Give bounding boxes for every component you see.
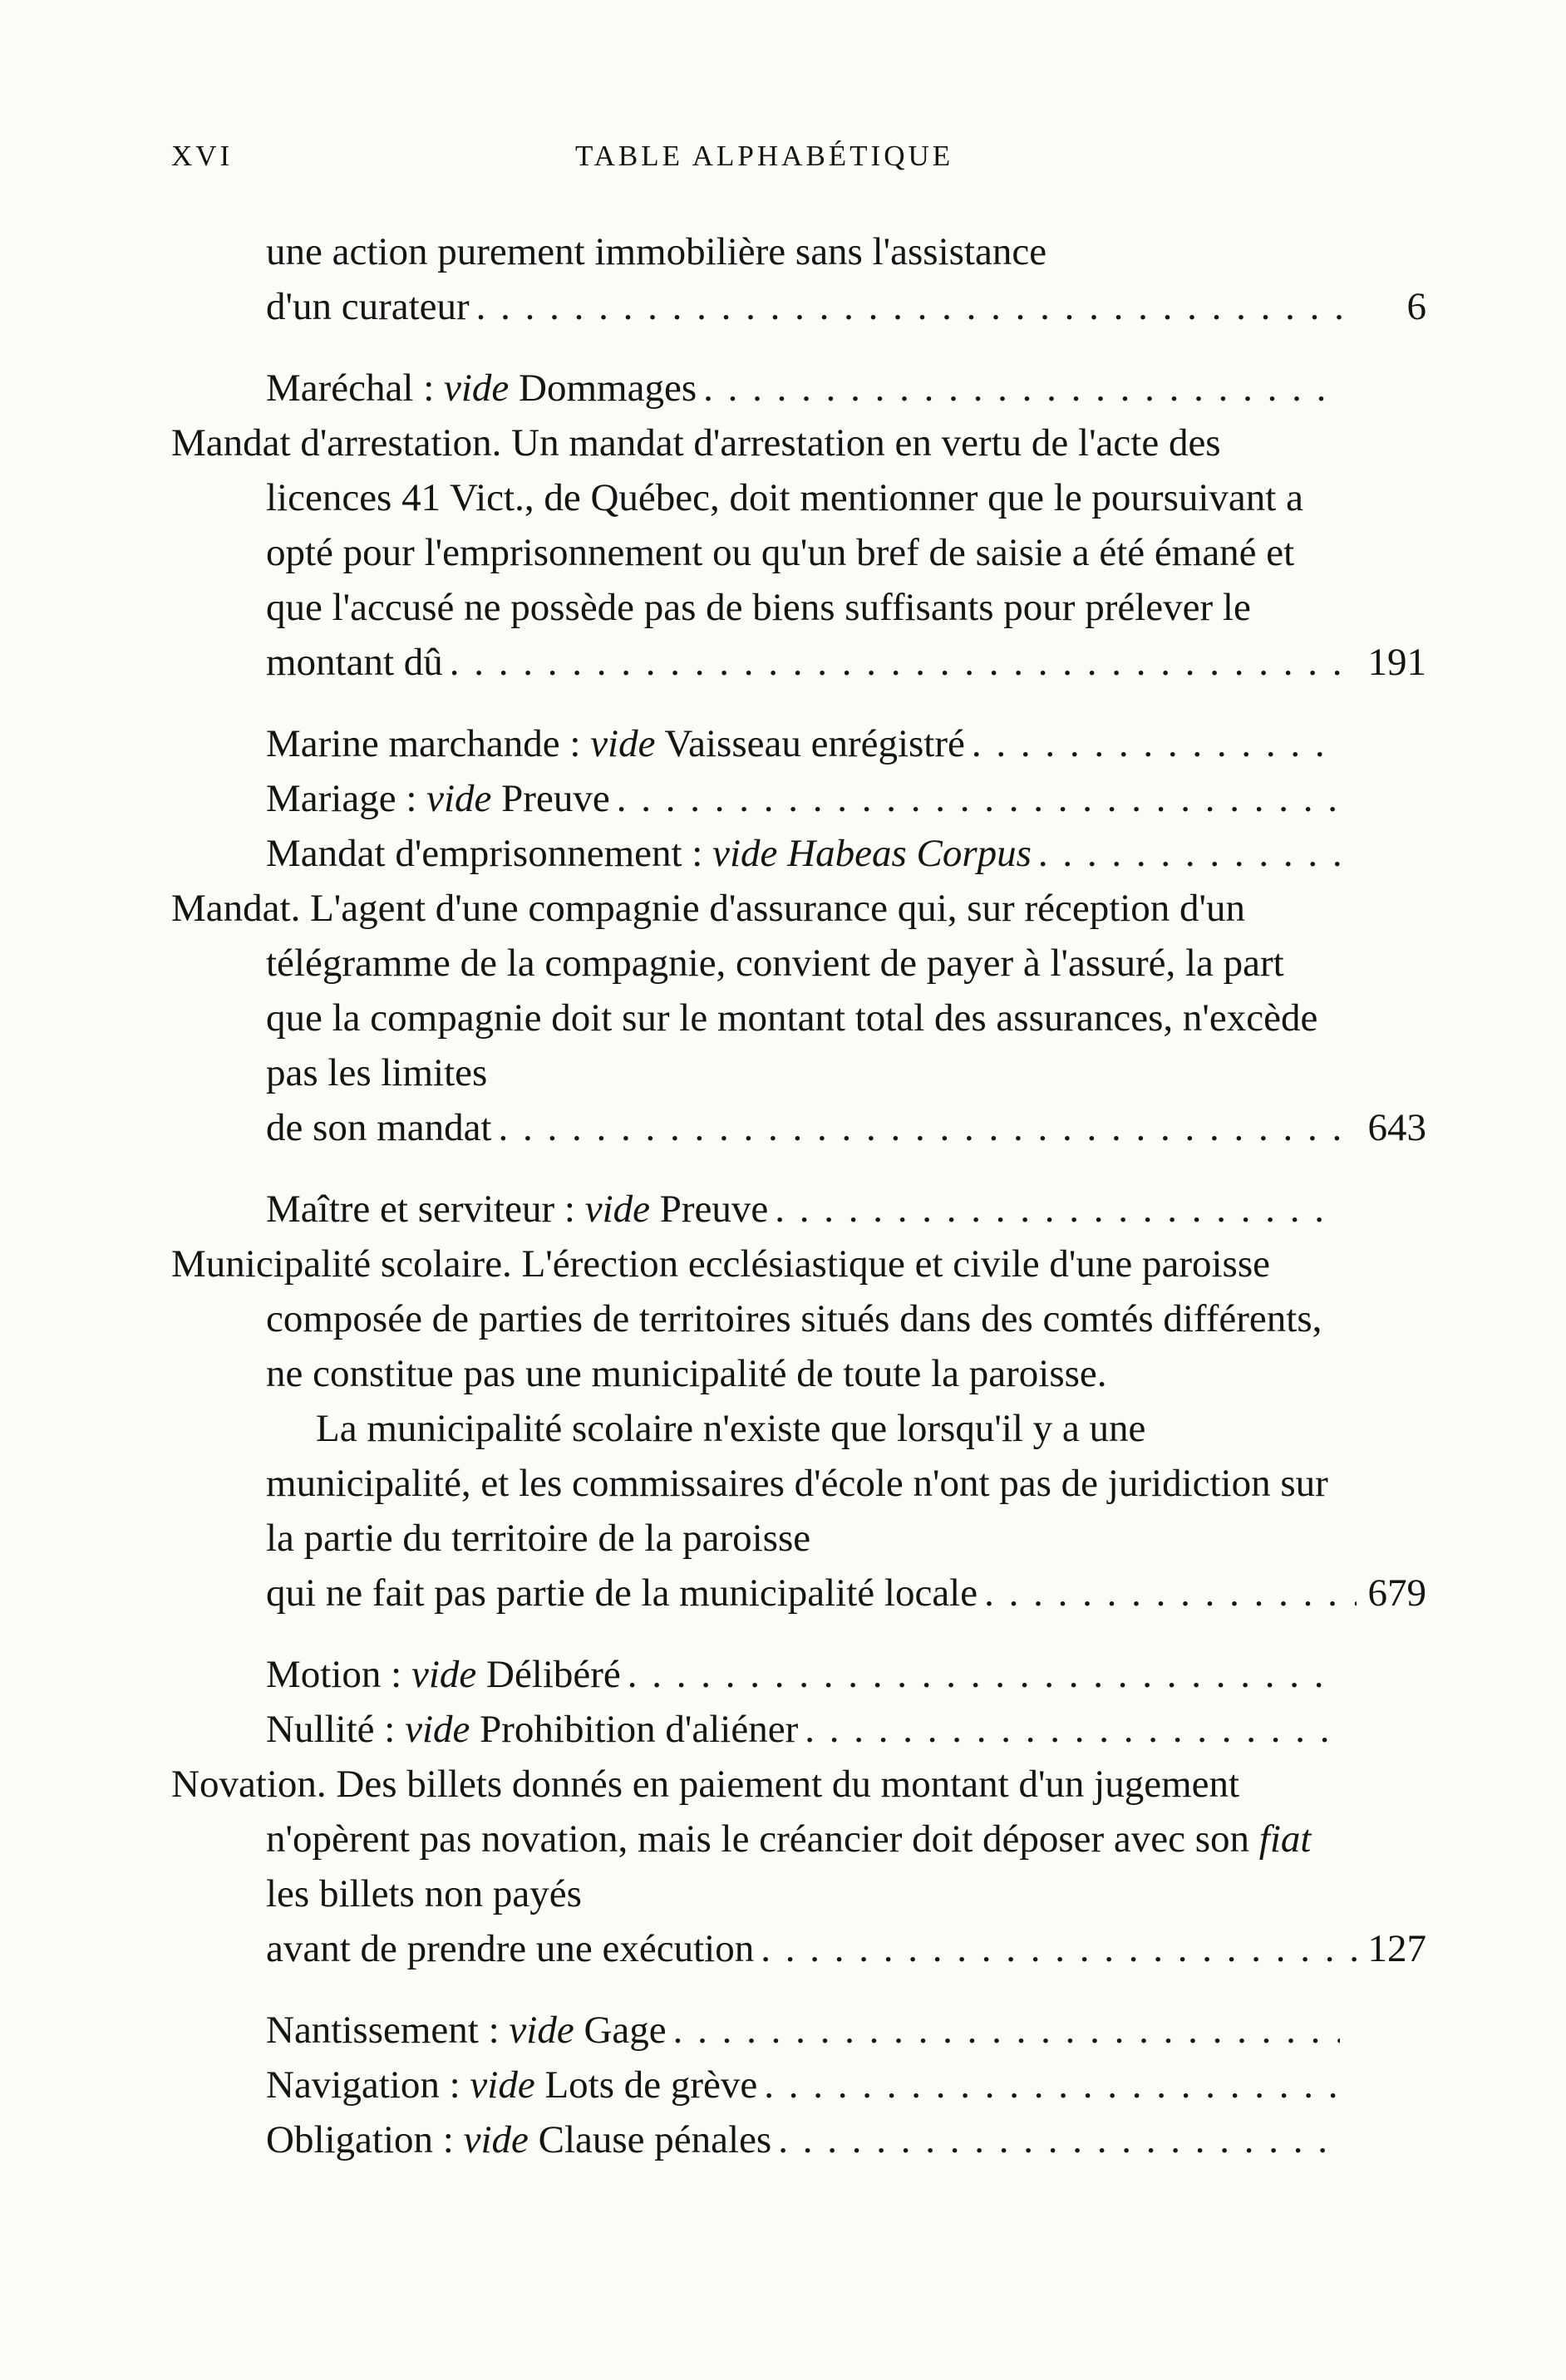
vide-marker: vide	[470, 2063, 535, 2107]
entry-head: Mandat.	[171, 887, 301, 930]
entry-fiat: fiat	[1258, 1817, 1312, 1861]
page-reference: 643	[1367, 1106, 1426, 1149]
entry-last-text: de son mandat	[266, 1106, 492, 1149]
running-title: TABLE ALPHABÉTIQUE	[575, 140, 954, 172]
index-entry-obligation	[171, 2112, 1347, 2167]
entry-head: Navigation :	[266, 2063, 460, 2107]
cross-ref-target: Preuve	[659, 1188, 769, 1231]
entry-last-text: d'un curateur	[266, 285, 470, 328]
vide-marker: vide	[590, 722, 656, 765]
entry-head: Mariage :	[266, 777, 417, 820]
entry-head: Motion :	[266, 1653, 402, 1696]
page-reference: 127	[1367, 1927, 1426, 1970]
cross-ref-target: Gage	[584, 2009, 667, 2052]
leader-dots	[703, 361, 1340, 416]
index-entry-navigation	[171, 2058, 1347, 2112]
entry-last-line	[266, 1100, 1426, 1155]
index-body	[171, 224, 1426, 2167]
vide-marker: vide	[411, 1653, 477, 1696]
entry-last-line	[266, 279, 1426, 334]
index-entry-mariage	[171, 771, 1347, 826]
page-reference: 191	[1367, 641, 1426, 684]
index-entry-novation	[171, 1757, 1426, 1976]
index-entry-municipalite-scolaire	[171, 1237, 1426, 1620]
cross-ref-target: Preuve	[501, 777, 610, 820]
index-entry-marechal	[171, 361, 1347, 416]
vide-marker: vide	[584, 1188, 650, 1231]
leader-dots	[1038, 826, 1340, 881]
entry-last-line	[266, 1921, 1426, 1976]
index-entry-continuation	[171, 224, 1426, 334]
leader-dots	[450, 635, 1357, 690]
entry-paragraph: La municipalité scolaire n'existe que lorsqu'il y a une municipalité, et les commissaires d'école n'ont pas de juridiction sur la partie du territoire de la paroisse	[266, 1407, 1328, 1560]
entry-head: Mandat d'emprisonnement :	[266, 832, 703, 875]
cross-ref-target: Vaisseau enrégistré	[664, 722, 965, 765]
vide-marker: vide	[426, 777, 492, 820]
cross-ref-target: Clause pénales	[538, 2118, 772, 2161]
entry-text: Des billets donnés en paiement du montant d'un jugement n'opèrent pas novation, mais le créancier doit déposer avec son	[266, 1763, 1250, 1861]
entry-text: Un mandat d'arrestation en vertu de l'acte des licences 41 Vict., de Québec, doit mentionner que le poursuivant a opté pour l'emprisonnement ou qu'un bref de saisie a été émané et que l'accusé ne possède pas de biens suffisants pour prélever le	[266, 421, 1303, 629]
cross-ref-target: Prohibition d'aliéner	[480, 1708, 799, 1751]
entry-text: une action purement immobilière sans l'assistance	[266, 230, 1047, 273]
vide-marker: vide	[712, 832, 778, 875]
entry-head: Municipalité scolaire.	[171, 1242, 512, 1286]
index-entry-maitre-serviteur	[171, 1182, 1347, 1237]
vide-marker: vide	[509, 2009, 574, 2052]
entry-head: Obligation :	[266, 2118, 454, 2161]
vide-marker: vide	[405, 1708, 470, 1751]
leader-dots	[984, 1566, 1357, 1620]
entry-head: Maréchal :	[266, 366, 435, 410]
page-reference: 679	[1367, 1571, 1426, 1615]
entry-last-text: montant dû	[266, 641, 443, 684]
entry-text: L'érection ecclésiastique et civile d'une paroisse composée de parties de territoires situés dans des comtés différents, ne constitue pas une municipalité de toute la paroisse.	[266, 1242, 1322, 1395]
cross-ref-target: Délibéré	[486, 1653, 621, 1696]
leader-dots	[761, 1921, 1357, 1976]
entry-last-text: avant de prendre une exécution	[266, 1927, 755, 1970]
leader-dots	[775, 1182, 1340, 1237]
entry-head: Novation.	[171, 1763, 327, 1806]
leader-dots	[499, 1100, 1357, 1155]
leader-dots	[972, 716, 1340, 771]
index-entry-mandat-emprisonnement	[171, 826, 1347, 881]
leader-dots	[764, 2058, 1340, 2112]
vide-marker: vide	[463, 2118, 529, 2161]
leader-dots	[805, 1702, 1340, 1757]
entry-head: Nullité :	[266, 1708, 396, 1751]
index-entry-nullite	[171, 1702, 1347, 1757]
index-entry-mandat	[171, 881, 1426, 1155]
leader-dots	[617, 771, 1340, 826]
leader-dots	[778, 2112, 1340, 2167]
entry-head: Marine marchande :	[266, 722, 581, 765]
index-entry-marine-marchande	[171, 716, 1347, 771]
page-header	[171, 140, 1335, 181]
page-number: XVI	[171, 140, 234, 172]
leader-dots	[476, 279, 1357, 334]
entry-head: Nantissement :	[266, 2009, 500, 2052]
cross-ref-target: Dommages	[519, 366, 697, 410]
leader-dots	[628, 1647, 1340, 1702]
page-reference: 6	[1406, 285, 1426, 328]
entry-last-line	[266, 635, 1426, 690]
cross-ref-target: Lots de grève	[544, 2063, 758, 2107]
entry-text-after: les billets non payés	[266, 1872, 582, 1915]
vide-marker: vide	[444, 366, 510, 410]
index-entry-nantissement	[171, 2003, 1347, 2058]
entry-last-text: qui ne fait pas partie de la municipalité locale	[266, 1571, 978, 1615]
leader-dots	[673, 2003, 1340, 2058]
entry-head: Mandat d'arrestation.	[171, 421, 502, 465]
cross-ref-target: Habeas Corpus	[787, 832, 1032, 875]
entry-head: Maître et serviteur :	[266, 1188, 575, 1231]
entry-last-line	[266, 1566, 1426, 1620]
index-entry-motion	[171, 1647, 1347, 1702]
index-entry-mandat-arrestation	[171, 416, 1426, 690]
entry-text: L'agent d'une compagnie d'assurance qui, sur réception d'un télégramme de la compagnie, convient de payer à l'assuré, la part que la compagnie doit sur le montant total des assurances, n'excède pas les limites	[266, 887, 1318, 1094]
